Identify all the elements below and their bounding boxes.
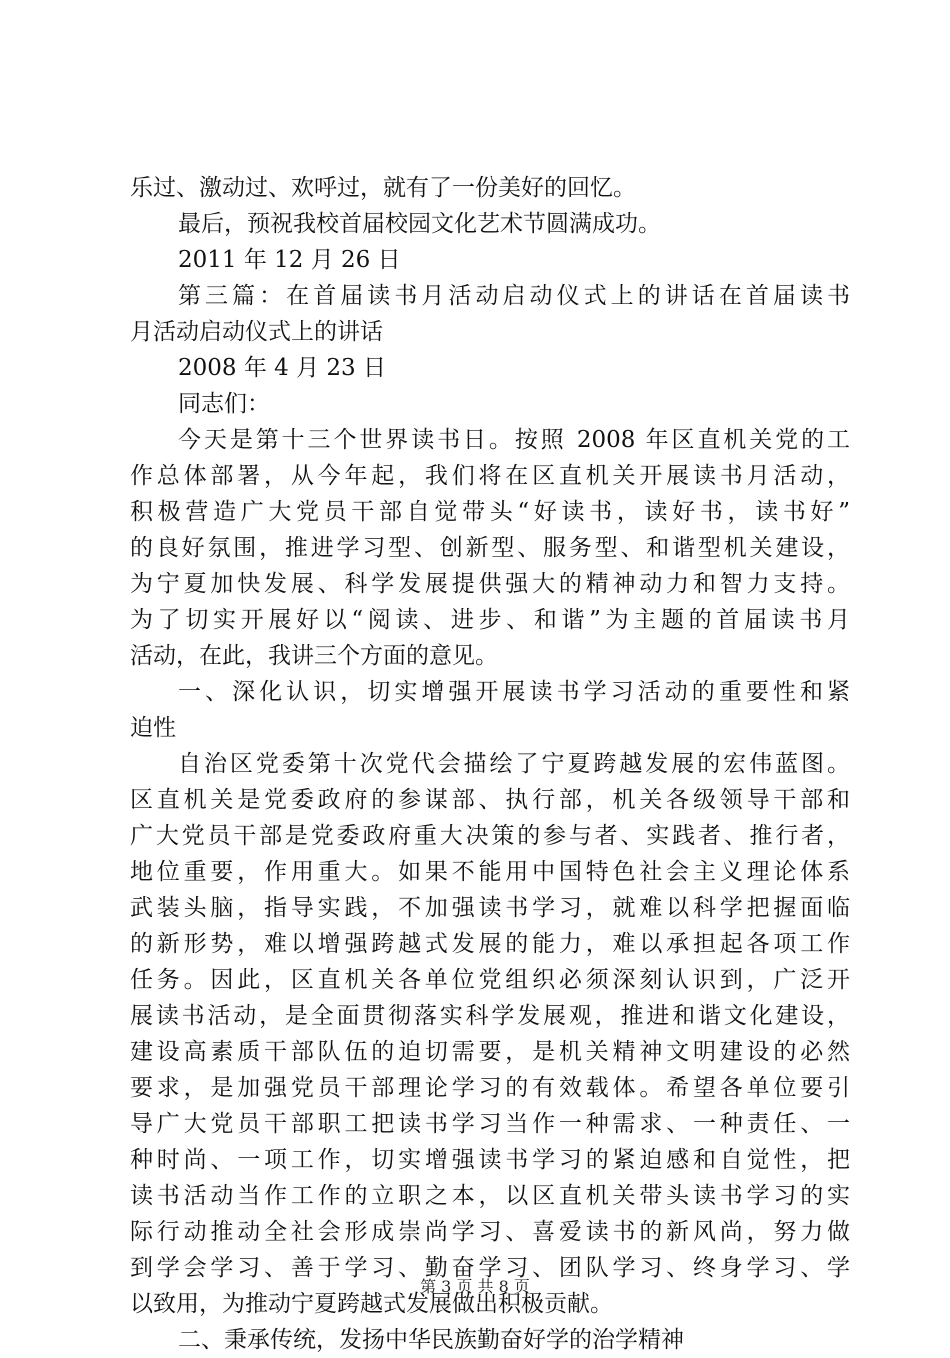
text-line: 作总体部署，从今年起，我们将在区直机关开展读书月活动，: [130, 463, 850, 489]
text-line: 展读书活动，是全面贯彻落实科学发展观，推进和谐文化建设，: [130, 1003, 850, 1029]
text-line: 区直机关是党委政府的参谋部、执行部，机关各级领导干部和: [130, 787, 850, 813]
text-line: 任务。因此，区直机关各单位党组织必须深刻认识到，广泛开: [130, 967, 850, 993]
text-line: 迫性: [130, 715, 176, 741]
text-line: 积极营造广大党员干部自觉带头“好读书，读好书，读书好”: [130, 499, 850, 525]
text-line: 同志们：: [178, 391, 270, 417]
text-line: 的新形势，难以增强跨越式发展的能力，难以承担起各项工作: [130, 931, 850, 957]
text-line: 乐过、激动过、欢呼过，就有了一份美好的回忆。: [130, 175, 636, 201]
text-line: 广大党员干部是党委政府重大决策的参与者、实践者、推行者，: [130, 823, 850, 849]
text-line: 最后，预祝我校首届校园文化艺术节圆满成功。: [178, 211, 661, 237]
text-line: 际行动推动全社会形成崇尚学习、喜爱读书的新风尚，努力做: [130, 1219, 850, 1245]
text-line: 为宁夏加快发展、科学发展提供强大的精神动力和智力支持。: [130, 571, 850, 597]
text-line: 2008 年 4 月 23 日: [178, 355, 386, 381]
text-line: 到学会学习、善于学习、勤奋学习、团队学习、终身学习、学: [130, 1255, 850, 1281]
text-line: 种时尚、一项工作，切实增强读书学习的紧迫感和自觉性，把: [130, 1147, 850, 1173]
text-line: 导广大党员干部职工把读书学习当作一种需求、一种责任、一: [130, 1111, 850, 1137]
text-line: 读书活动当作工作的立职之本，以区直机关带头读书学习的实: [130, 1183, 850, 1209]
text-line: 月活动启动仪式上的讲话: [130, 319, 383, 345]
text-line: 为了切实开展好以“阅读、进步、和谐”为主题的首届读书月: [130, 607, 850, 633]
text-line: 以致用，为推动宁夏跨越式发展做出积极贡献。: [130, 1291, 613, 1317]
text-line: 第三篇：在首届读书月活动启动仪式上的讲话在首届读书: [178, 283, 850, 309]
page-footer: 第 3 页 共 8 页: [420, 1277, 530, 1296]
text-line: 要求，是加强党员干部理论学习的有效载体。希望各单位要引: [130, 1075, 850, 1101]
text-line: 活动，在此，我讲三个方面的意见。: [130, 643, 498, 669]
text-line: 今天是第十三个世界读书日。按照 2008 年区直机关党的工: [178, 427, 850, 453]
text-line: 武装头脑，指导实践，不加强读书学习，就难以科学把握面临: [130, 895, 850, 921]
document-body: [130, 170, 850, 1358]
text-line: 二、秉承传统，发扬中华民族勤奋好学的治学精神: [178, 1327, 684, 1353]
text-line: 地位重要，作用重大。如果不能用中国特色社会主义理论体系: [130, 859, 850, 885]
text-line: 自治区党委第十次党代会描绘了宁夏跨越发展的宏伟蓝图。: [178, 751, 850, 777]
text-line: 一、深化认识，切实增强开展读书学习活动的重要性和紧: [178, 679, 850, 705]
text-line: 的良好氛围，推进学习型、创新型、服务型、和谐型机关建设，: [130, 535, 850, 561]
text-line: 建设高素质干部队伍的迫切需要，是机关精神文明建设的必然: [130, 1039, 850, 1065]
text-line: 2011 年 12 月 26 日: [178, 247, 401, 273]
